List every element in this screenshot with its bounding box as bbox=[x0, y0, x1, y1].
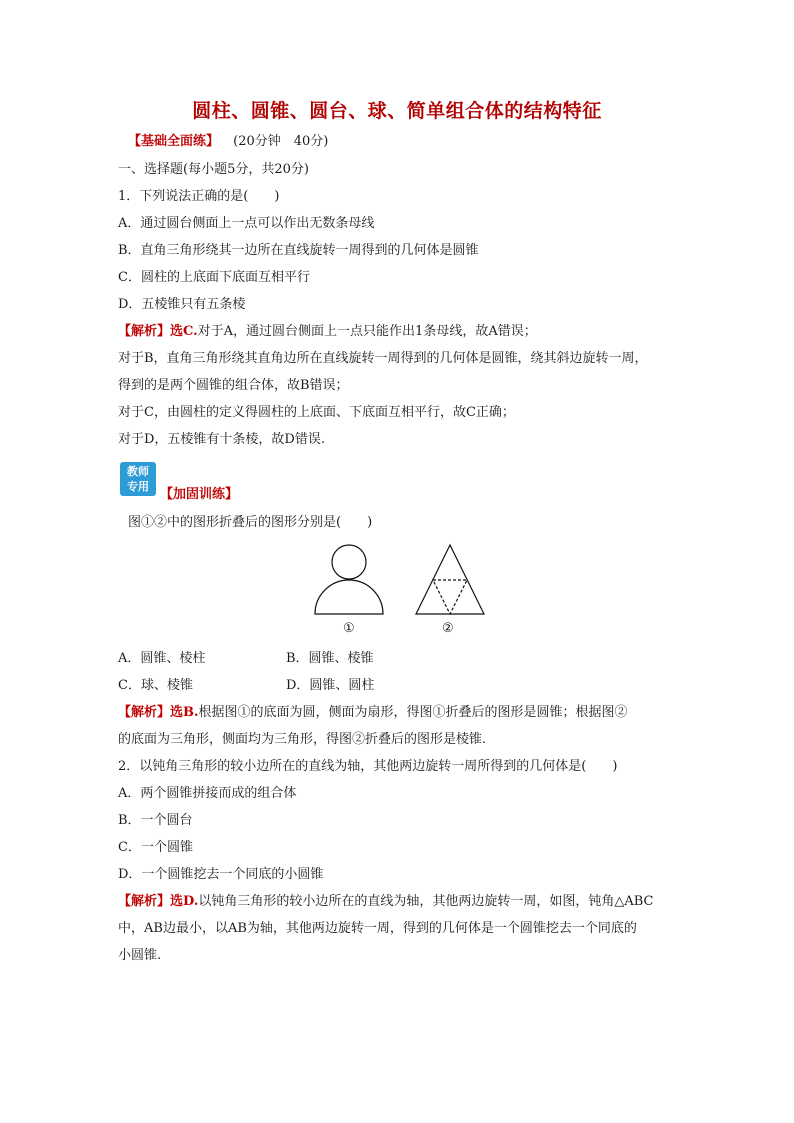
q2-stem: 2．以钝角三角形的较小边所在的直线为轴，其他两边旋转一周所得到的几何体是( ) bbox=[118, 759, 618, 774]
q1-analysis-line-4: 对于C，由圆柱的定义得圆柱的上底面、下底面互相平行，故C正确； bbox=[118, 405, 515, 420]
q2-analysis-line-2: 中，AB边最小，以AB为轴，其他两边旋转一周，得到的几何体是一个圆锥挖去一个同底的 bbox=[118, 921, 637, 936]
q2-analysis-text-1: 以钝角三角形的较小边所在的直线为轴，其他两边旋转一周，如图，钝角△ABC bbox=[198, 894, 654, 909]
reinforce-analysis-line-1 bbox=[118, 704, 628, 722]
q2-analysis-line-3: 小圆锥. bbox=[118, 948, 162, 963]
figure-1-circle-sector bbox=[315, 545, 383, 614]
reinforce-label: 【加固训练】 bbox=[160, 487, 239, 502]
reinforce-answer: 选B. bbox=[170, 705, 199, 720]
page-title: 圆柱、圆锥、圆台、球、简单组合体的结构特征 bbox=[192, 100, 602, 122]
figure-2-label: ② bbox=[442, 621, 454, 636]
teacher-only-badge bbox=[120, 462, 156, 496]
reinforce-stem: 图①②中的图形折叠后的图形分别是( ) bbox=[128, 515, 373, 530]
q1-analysis-line-1 bbox=[118, 323, 537, 341]
reinforce-option-a: A．圆锥、棱柱 bbox=[118, 651, 206, 666]
badge-line-1: 教师 bbox=[127, 465, 149, 478]
q1-option-a: A．通过圆台侧面上一点可以作出无数条母线 bbox=[118, 216, 375, 231]
q2-answer: 选D. bbox=[170, 894, 199, 909]
reinforce-analysis-label: 【解析】 bbox=[118, 705, 171, 720]
reinforce-analysis-text-1: 根据图①的底面为圆，侧面为扇形，得图①折叠后的图形是圆锥；根据图② bbox=[198, 705, 628, 720]
figure-1-label: ① bbox=[343, 621, 355, 636]
figure-1-sector bbox=[315, 580, 383, 614]
reinforce-option-c: C．球、棱锥 bbox=[118, 678, 193, 693]
part-heading: 一、选择题(每小题5分，共20分) bbox=[118, 162, 309, 177]
badge-line-2: 专用 bbox=[127, 480, 149, 493]
figure-2-fold-lines bbox=[433, 580, 467, 614]
q2-option-d: D．一个圆锥挖去一个同底的小圆锥 bbox=[118, 867, 324, 882]
q2-analysis-line-1 bbox=[118, 893, 654, 911]
q1-analysis-line-5: 对于D，五棱锥有十条棱，故D错误. bbox=[118, 432, 325, 447]
reinforce-option-b: B．圆锥、棱锥 bbox=[286, 651, 374, 666]
q1-option-b: B．直角三角形绕其一边所在直线旋转一周得到的几何体是圆锥 bbox=[118, 243, 479, 258]
figure-2-triangle-net bbox=[416, 545, 484, 614]
q2-option-c: C．一个圆锥 bbox=[118, 840, 193, 855]
folding-figures bbox=[300, 536, 500, 620]
q1-analysis-line-3: 得到的是两个圆锥的组合体，故B错误； bbox=[118, 378, 349, 393]
q1-analysis-label: 【解析】 bbox=[118, 324, 171, 339]
q1-analysis-text-1: 对于A，通过圆台侧面上一点只能作出1条母线，故A错误； bbox=[197, 324, 537, 339]
q2-option-b: B．一个圆台 bbox=[118, 813, 193, 828]
q2-option-a: A．两个圆锥拼接而成的组合体 bbox=[118, 786, 297, 801]
figure-1-circle bbox=[332, 545, 366, 579]
reinforce-option-d: D．圆锥、圆柱 bbox=[286, 678, 375, 693]
section-header bbox=[128, 133, 328, 151]
section-time: (20分钟 40分) bbox=[233, 134, 329, 149]
q2-analysis-label: 【解析】 bbox=[118, 894, 171, 909]
q1-option-d: D．五棱锥只有五条棱 bbox=[118, 297, 246, 312]
reinforce-analysis-line-2: 的底面为三角形，侧面均为三角形，得图②折叠后的图形是棱锥. bbox=[118, 732, 487, 747]
q1-option-c: C．圆柱的上底面下底面互相平行 bbox=[118, 270, 310, 285]
q1-answer: 选C. bbox=[170, 324, 198, 339]
section-label: 【基础全面练】 bbox=[128, 134, 220, 149]
q1-stem: 1．下列说法正确的是( ) bbox=[118, 189, 280, 204]
q1-analysis-line-2: 对于B，直角三角形绕其直角边所在直线旋转一周得到的几何体是圆锥，绕其斜边旋转一周， bbox=[118, 351, 648, 366]
